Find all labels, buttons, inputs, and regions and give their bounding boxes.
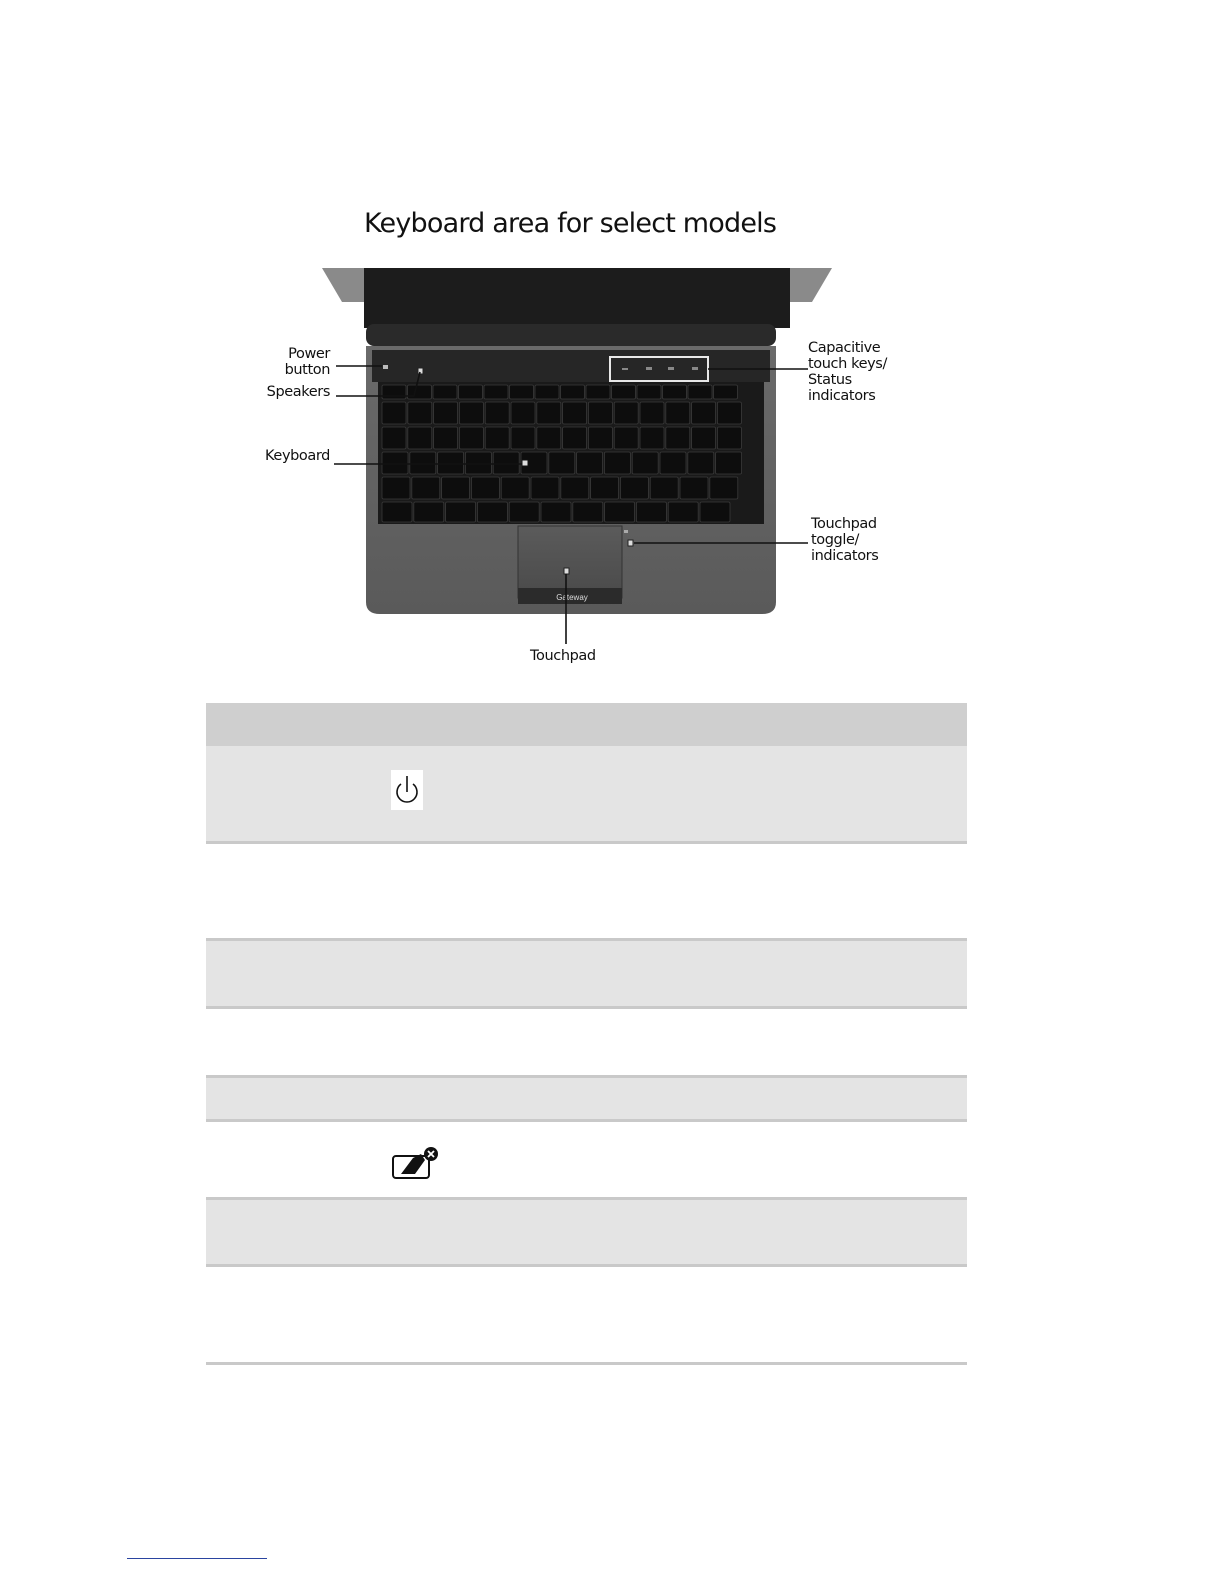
table-row <box>206 1122 967 1200</box>
keyboard-key <box>511 402 535 424</box>
keyboard-key <box>485 402 509 424</box>
table-header-row <box>206 703 967 746</box>
component-table <box>206 703 967 1365</box>
keyboard-key <box>573 502 603 522</box>
keyboard-key <box>434 427 458 449</box>
keyboard-key <box>612 385 636 399</box>
hinge-barrel <box>366 324 776 346</box>
keyboard-key <box>438 452 464 474</box>
keyboard-key <box>511 427 535 449</box>
keyboard-key <box>459 427 483 449</box>
keyboard-key <box>714 385 738 399</box>
keyboard-key <box>509 502 539 522</box>
keyboard-key <box>605 502 635 522</box>
keyboard-key <box>477 502 507 522</box>
keyboard-key <box>408 427 432 449</box>
keyboard-key <box>586 385 610 399</box>
keyboard-key <box>408 402 432 424</box>
footer-rule <box>127 1558 267 1559</box>
table-row <box>206 844 967 941</box>
keyboard-key <box>563 427 587 449</box>
keyboard-key <box>410 452 436 474</box>
laptop-illustration <box>262 262 902 682</box>
keyboard-key <box>412 477 440 499</box>
callout-keyboard: Keyboard <box>265 448 330 464</box>
table-row <box>206 1267 967 1365</box>
keyboard-key <box>717 427 741 449</box>
keyboard-key <box>591 477 619 499</box>
keyboard-key <box>716 452 742 474</box>
touchpad-toggle-marker <box>628 540 633 546</box>
keyboard-key <box>382 427 406 449</box>
keyboard-key <box>666 402 690 424</box>
keyboard-key <box>382 452 408 474</box>
power-led <box>383 365 388 369</box>
keyboard-key <box>688 385 712 399</box>
keyboard-key <box>537 427 561 449</box>
callout-power-button: Power button <box>284 346 330 378</box>
callout-touchpad-toggle: Touchpad toggle/ indicators <box>811 516 879 564</box>
touchpad-toggle-icon <box>391 1146 441 1187</box>
keyboard-key <box>632 452 658 474</box>
keyboard-key <box>541 502 571 522</box>
keyboard-key <box>680 477 708 499</box>
callout-capacitive-touch-keys: Capacitive touch keys/ Status indicators <box>808 340 887 404</box>
table-row <box>206 1200 967 1267</box>
keyboard-key <box>537 402 561 424</box>
keyboard-marker <box>522 460 528 466</box>
callout-speakers: Speakers <box>266 384 330 400</box>
table-row <box>206 746 967 844</box>
keyboard-key <box>577 452 603 474</box>
keyboard-key <box>510 385 534 399</box>
keyboard-key <box>493 452 519 474</box>
keyboard-key <box>484 385 508 399</box>
keyboard-key <box>561 385 585 399</box>
keyboard-key <box>663 385 687 399</box>
keyboard-key <box>446 502 476 522</box>
keyboard-key <box>414 502 444 522</box>
table-row <box>206 941 967 1009</box>
keyboard-key <box>700 502 730 522</box>
keyboard-key <box>531 477 559 499</box>
keyboard-key <box>382 402 406 424</box>
power-icon <box>391 770 423 815</box>
keyboard-key <box>561 477 589 499</box>
keyboard-key <box>442 477 470 499</box>
keyboard-key <box>692 427 716 449</box>
keyboard-key <box>563 402 587 424</box>
keyboard-key <box>717 402 741 424</box>
callout-touchpad: Touchpad <box>530 648 596 664</box>
keyboard-key <box>660 452 686 474</box>
keyboard-key <box>408 385 432 399</box>
keyboard-key <box>588 427 612 449</box>
keyboard-key <box>668 502 698 522</box>
figure-heading: Keyboard area for select models <box>364 208 777 239</box>
keyboard-key <box>640 427 664 449</box>
keyboard-key <box>382 477 410 499</box>
keyboard-key <box>433 385 457 399</box>
keyboard-key <box>614 402 638 424</box>
keyboard-key <box>549 452 575 474</box>
keyboard-key <box>471 477 499 499</box>
keyboard-key <box>459 385 483 399</box>
keyboard-key <box>636 502 666 522</box>
keyboard-key <box>692 402 716 424</box>
keyboard-key <box>650 477 678 499</box>
speaker-strip <box>372 350 770 382</box>
touchpad-marker <box>564 568 569 574</box>
keyboard-key <box>382 502 412 522</box>
touchpad-surface <box>518 526 622 598</box>
table-row <box>206 1078 967 1122</box>
keyboard-key <box>614 427 638 449</box>
laptop-keyboard-figure <box>262 262 902 682</box>
keyboard-key <box>604 452 630 474</box>
keyboard-key <box>588 402 612 424</box>
keyboard-key <box>459 402 483 424</box>
screen-lid <box>364 268 790 328</box>
keyboard-key <box>688 452 714 474</box>
touchpad-toggle-led <box>624 530 628 533</box>
keyboard-key <box>640 402 664 424</box>
keyboard-key <box>535 385 559 399</box>
keyboard-key <box>485 427 509 449</box>
keyboard-key <box>666 427 690 449</box>
keyboard-key <box>434 402 458 424</box>
brand-logo: Gateway <box>556 593 588 602</box>
table-row <box>206 1009 967 1078</box>
keyboard-key <box>637 385 661 399</box>
keyboard-key <box>710 477 738 499</box>
keyboard-key <box>501 477 529 499</box>
keyboard-key <box>382 385 406 399</box>
keyboard-key <box>465 452 491 474</box>
keyboard-key <box>620 477 648 499</box>
